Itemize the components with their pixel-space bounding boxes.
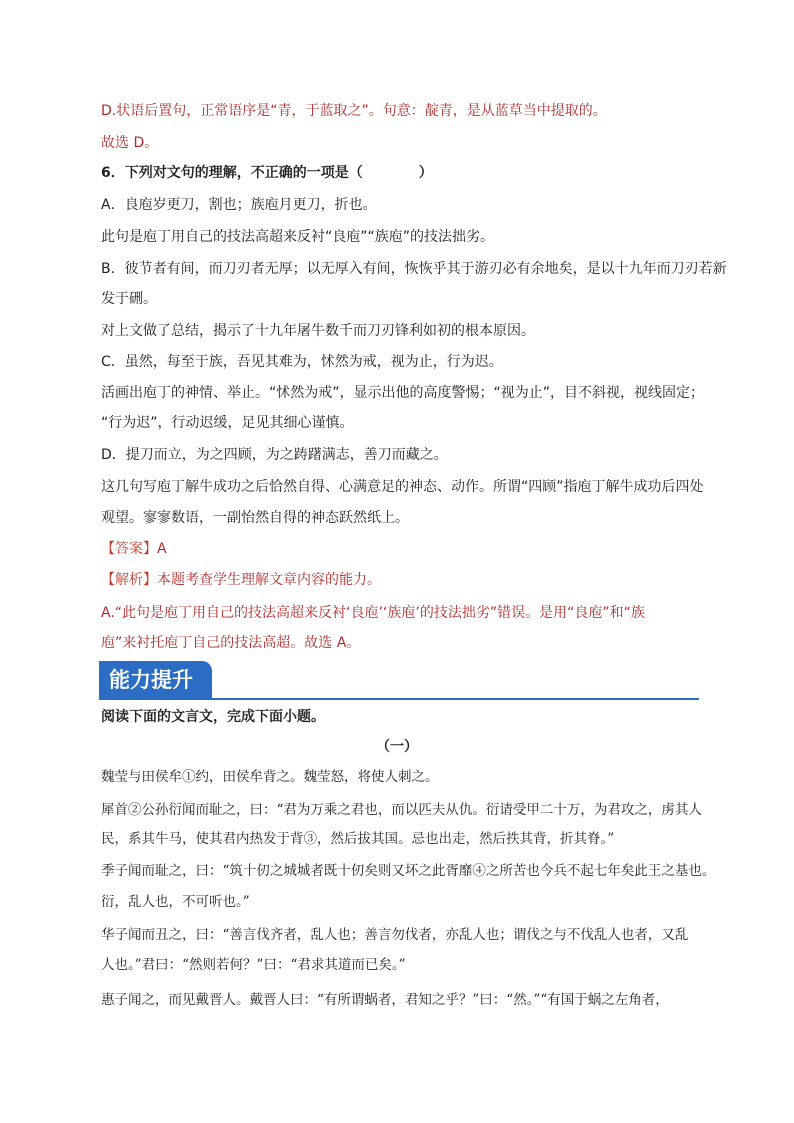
- analysis-line: [101, 570, 381, 590]
- analysis-detail-cont: 庖”来衬托庖丁自己的技法高超。故选 A。: [101, 635, 361, 651]
- question-6-stem: 6．下列对文句的理解，不正确的一项是（ ）: [101, 165, 433, 181]
- section-divider: [99, 698, 699, 700]
- passage-line: 魏莹与田侯牟①约，田侯牟背之。魏莹怒，将使人刺之。: [101, 769, 439, 785]
- passage-number: （一）: [376, 739, 418, 755]
- answer-d-note: D.状语后置句，正常语序是“青，于蓝取之”。句意：靛青，是从蓝草当中提取的。: [101, 103, 607, 119]
- analysis-detail: A.“此句是庖丁用自己的技法高超来反衬‘良庖’‘族庖’的技法拙劣”错误。是用“良庖”和“族: [101, 605, 645, 621]
- option-c-note-cont: “行为迟”，行动迟缓，足见其细心谨慎。: [101, 415, 354, 431]
- option-b-cont: 发于硎。: [101, 291, 157, 307]
- option-d-note: 这几句写庖丁解牛成功之后恰然自得、心满意足的神态、动作。所谓“四顾”指庖丁解牛成功后四处: [101, 479, 704, 495]
- passage-line: 民，系其牛马，使其君内热发于背③，然后拔其国。忌也出走，然后抶其背，折其脊。”: [101, 831, 615, 847]
- analysis-label: 【解析】: [101, 572, 157, 588]
- option-b: B．彼节者有间，而刀刃者无厚；以无厚入有间，恢恢乎其于游刃必有余地矣，是以十九年而刀刃若新: [101, 261, 727, 277]
- answer-value: A: [157, 541, 167, 557]
- passage-line: 惠子闻之，而见戴晋人。戴晋人曰：“有所谓蜗者，君知之乎？”曰：“然。”“有国于蜗之左角者，: [101, 992, 669, 1008]
- section-title: 能力提升: [109, 668, 193, 692]
- section-badge: [99, 661, 212, 699]
- passage-line: 犀首②公孙衍闻而耻之，曰：“君为万乘之君也，而以匹夫从仇。衍请受甲二十万，为君攻之，虏其人: [101, 802, 702, 818]
- passage-line: 衍，乱人也，不可听也。”: [101, 894, 250, 910]
- answer-line: [101, 539, 167, 559]
- option-a-note: 此句是庖丁用自己的技法高超来反衬“良庖”“族庖”的技法拙劣。: [101, 229, 495, 245]
- answer-label: 【答案】: [101, 541, 157, 557]
- option-a: A．良庖岁更刀，割也；族庖月更刀，折也。: [101, 197, 377, 213]
- passage-line: 人也。”君曰：“然则若何？”曰：“君求其道而已矣。”: [101, 957, 406, 973]
- option-d: D．提刀而立，为之四顾，为之踌躇满志，善刀而藏之。: [101, 447, 448, 463]
- answer-select: 故选 D。: [101, 135, 159, 151]
- reading-instruction: 阅读下面的文言文，完成下面小题。: [101, 709, 325, 725]
- option-d-note-cont: 观望。寥寥数语，一副怡然自得的神态跃然纸上。: [101, 510, 409, 526]
- option-b-note: 对上文做了总结，揭示了十九年屠牛数千而刀刃锋利如初的根本原因。: [101, 323, 535, 339]
- option-c-note: 活画出庖丁的神情、举止。“怵然为戒”，显示出他的高度警惕；“视为止”，目不斜视，视线固定；: [101, 385, 705, 401]
- passage-line: 华子闻而丑之，曰：“善言伐齐者，乱人也；善言勿伐者，亦乱人也；谓伐之与不伐乱人也者，又乱: [101, 927, 689, 943]
- passage-line: 季子闻而耻之，曰：“筑十仞之城城者既十仞矣则又坏之此胥靡④之所苦也今兵不起七年矣此王之基也。: [101, 863, 716, 879]
- option-c: C．虽然，每至于族，吾见其难为，怵然为戒，视为止，行为迟。: [101, 354, 503, 370]
- analysis-text: 本题考查学生理解文章内容的能力。: [157, 572, 381, 588]
